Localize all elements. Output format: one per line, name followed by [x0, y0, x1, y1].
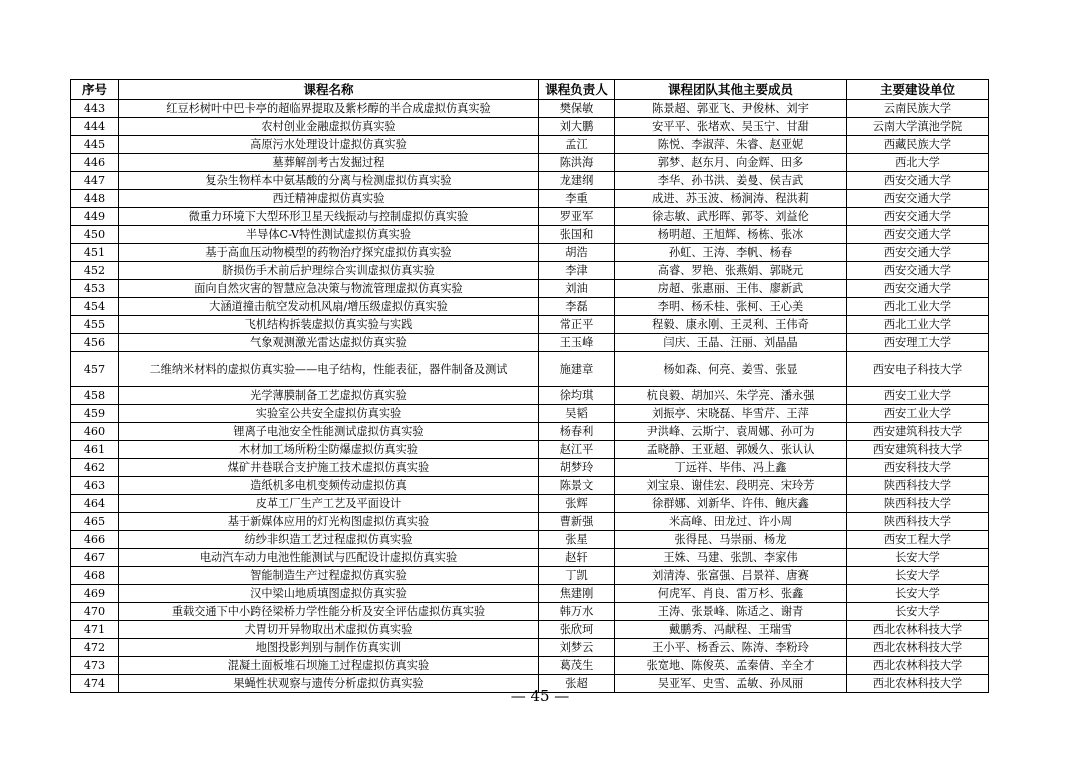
host-institution-cell: 西安电子科技大学: [847, 352, 989, 387]
host-institution-cell: 西安理工大学: [847, 334, 989, 352]
host-institution-cell: 西安交通大学: [847, 280, 989, 298]
host-institution-cell: 西安交通大学: [847, 208, 989, 226]
course-table: [70, 79, 989, 693]
serial-number-cell: 456: [71, 334, 119, 352]
host-institution-cell: 西藏民族大学: [847, 136, 989, 154]
team-members-cell: 李明、杨禾桂、张柯、王心美: [615, 298, 847, 316]
course-leader-cell: 常正平: [539, 316, 615, 334]
serial-number-cell: 450: [71, 226, 119, 244]
table-row: [71, 477, 989, 495]
serial-number-cell: 464: [71, 495, 119, 513]
course-name-cell: 智能制造生产过程虚拟仿真实验: [119, 567, 539, 585]
table-row: [71, 657, 989, 675]
course-name-cell: 造纸机多电机变频传动虚拟仿真: [119, 477, 539, 495]
course-name-cell: 农村创业金融虚拟仿真实验: [119, 118, 539, 136]
serial-number-cell: 443: [71, 100, 119, 118]
team-members-cell: 房超、张惠丽、王伟、廖新武: [615, 280, 847, 298]
header-course-name: 课程名称: [119, 80, 539, 100]
table-row: [71, 441, 989, 459]
serial-number-cell: 466: [71, 531, 119, 549]
course-name-cell: 微重力环境下大型环形卫星天线振动与控制虚拟仿真实验: [119, 208, 539, 226]
serial-number-cell: 455: [71, 316, 119, 334]
host-institution-cell: 陕西科技大学: [847, 513, 989, 531]
host-institution-cell: 西北大学: [847, 154, 989, 172]
team-members-cell: 安平平、张堵欢、吴玉宁、甘甜: [615, 118, 847, 136]
host-institution-cell: 西北农林科技大学: [847, 639, 989, 657]
table-row: [71, 172, 989, 190]
team-members-cell: 刘振亭、宋晓磊、毕雪芹、王萍: [615, 405, 847, 423]
host-institution-cell: 西安工业大学: [847, 387, 989, 405]
table-row: [71, 603, 989, 621]
header-team-members: 课程团队其他主要成员: [615, 80, 847, 100]
course-leader-cell: 吴韬: [539, 405, 615, 423]
course-leader-cell: 韩万水: [539, 603, 615, 621]
table-row: [71, 136, 989, 154]
course-leader-cell: 焦建刚: [539, 585, 615, 603]
course-leader-cell: 赵轩: [539, 549, 615, 567]
table-body: [71, 100, 989, 693]
host-institution-cell: 长安大学: [847, 603, 989, 621]
team-members-cell: 张宽地、陈俊英、孟秦倩、辛全才: [615, 657, 847, 675]
team-members-cell: 杨如森、何亮、姜雪、张显: [615, 352, 847, 387]
host-institution-cell: 陕西科技大学: [847, 495, 989, 513]
table-row: [71, 531, 989, 549]
course-leader-cell: 赵江平: [539, 441, 615, 459]
course-name-cell: 汉中梁山地质填图虚拟仿真实验: [119, 585, 539, 603]
course-leader-cell: 徐均琪: [539, 387, 615, 405]
serial-number-cell: 472: [71, 639, 119, 657]
serial-number-cell: 459: [71, 405, 119, 423]
course-name-cell: 二维纳米材料的虚拟仿真实验——电子结构，性能表征，器件制备及测试: [119, 352, 539, 387]
team-members-cell: 成进、苏玉波、杨涧涛、程洪莉: [615, 190, 847, 208]
course-leader-cell: 罗亚军: [539, 208, 615, 226]
serial-number-cell: 474: [71, 675, 119, 693]
team-members-cell: 吴亚军、史雪、孟敏、孙凤丽: [615, 675, 847, 693]
serial-number-cell: 469: [71, 585, 119, 603]
course-name-cell: 果蝇性状观察与遗传分析虚拟仿真实验: [119, 675, 539, 693]
host-institution-cell: 云南民族大学: [847, 100, 989, 118]
table-row: [71, 154, 989, 172]
host-institution-cell: 西安交通大学: [847, 172, 989, 190]
team-members-cell: 米高峰、田龙过、许小周: [615, 513, 847, 531]
host-institution-cell: 西安科技大学: [847, 459, 989, 477]
host-institution-cell: 西安交通大学: [847, 262, 989, 280]
table-row: [71, 405, 989, 423]
team-members-cell: 孟晓静、王亚超、郭媛久、张认认: [615, 441, 847, 459]
course-name-cell: 重载交通下中小跨径梁桥力学性能分析及安全评估虚拟仿真实验: [119, 603, 539, 621]
course-leader-cell: 葛茂生: [539, 657, 615, 675]
team-members-cell: 王涛、张景峰、陈适之、谢青: [615, 603, 847, 621]
course-leader-cell: 张超: [539, 675, 615, 693]
team-members-cell: 丁远祥、毕伟、冯上鑫: [615, 459, 847, 477]
header-course-leader: 课程负责人: [539, 80, 615, 100]
team-members-cell: 杭良毅、胡加兴、朱学亮、潘永强: [615, 387, 847, 405]
table-row: [71, 495, 989, 513]
host-institution-cell: 长安大学: [847, 567, 989, 585]
team-members-cell: 杨明超、王旭辉、杨栋、张冰: [615, 226, 847, 244]
course-leader-cell: 施建章: [539, 352, 615, 387]
team-members-cell: 刘宝泉、谢佳宏、段明亮、宋玲芳: [615, 477, 847, 495]
course-leader-cell: 张辉: [539, 495, 615, 513]
course-leader-cell: 陈景文: [539, 477, 615, 495]
table-row: [71, 387, 989, 405]
team-members-cell: 徐志敏、武彤晖、郭苓、刘益伦: [615, 208, 847, 226]
host-institution-cell: 长安大学: [847, 585, 989, 603]
serial-number-cell: 448: [71, 190, 119, 208]
host-institution-cell: 陕西科技大学: [847, 477, 989, 495]
table-row: [71, 549, 989, 567]
serial-number-cell: 471: [71, 621, 119, 639]
team-members-cell: 高睿、罗艳、张燕娟、郭晓元: [615, 262, 847, 280]
course-name-cell: 电动汽车动力电池性能测试与匹配设计虚拟仿真实验: [119, 549, 539, 567]
serial-number-cell: 465: [71, 513, 119, 531]
course-name-cell: 皮革工厂生产工艺及平面设计: [119, 495, 539, 513]
team-members-cell: 王姝、马建、张凯、李家伟: [615, 549, 847, 567]
course-name-cell: 地图投影判别与制作仿真实训: [119, 639, 539, 657]
team-members-cell: 闫庆、王晶、汪丽、刘晶晶: [615, 334, 847, 352]
team-members-cell: 尹洪峰、云斯宁、袁周娜、孙可为: [615, 423, 847, 441]
table-row: [71, 567, 989, 585]
serial-number-cell: 452: [71, 262, 119, 280]
serial-number-cell: 451: [71, 244, 119, 262]
serial-number-cell: 470: [71, 603, 119, 621]
course-leader-cell: 陈洪海: [539, 154, 615, 172]
team-members-cell: 程毅、康永刚、王灵利、王伟奇: [615, 316, 847, 334]
course-name-cell: 面向自然灾害的智慧应急决策与物流管理虚拟仿真实验: [119, 280, 539, 298]
course-leader-cell: 刘油: [539, 280, 615, 298]
course-leader-cell: 曹新强: [539, 513, 615, 531]
host-institution-cell: 西安工业大学: [847, 405, 989, 423]
table-row: [71, 334, 989, 352]
table-row: [71, 585, 989, 603]
serial-number-cell: 463: [71, 477, 119, 495]
team-members-cell: 郭梦、赵东月、向金辉、田多: [615, 154, 847, 172]
course-leader-cell: 樊保敏: [539, 100, 615, 118]
course-name-cell: 基于新媒体应用的灯光构图虚拟仿真实验: [119, 513, 539, 531]
course-name-cell: 飞机结构拆装虚拟仿真实验与实践: [119, 316, 539, 334]
host-institution-cell: 西北农林科技大学: [847, 657, 989, 675]
serial-number-cell: 462: [71, 459, 119, 477]
team-members-cell: 李华、孙书洪、姜曼、侯吉武: [615, 172, 847, 190]
host-institution-cell: 西安交通大学: [847, 226, 989, 244]
course-leader-cell: 孟江: [539, 136, 615, 154]
table-row: [71, 316, 989, 334]
table-row: [71, 118, 989, 136]
serial-number-cell: 473: [71, 657, 119, 675]
course-leader-cell: 李重: [539, 190, 615, 208]
host-institution-cell: 西安交通大学: [847, 244, 989, 262]
serial-number-cell: 453: [71, 280, 119, 298]
course-leader-cell: 刘大鹏: [539, 118, 615, 136]
team-members-cell: 陈景超、郭亚飞、尹俊林、刘宇: [615, 100, 847, 118]
course-name-cell: 纺纱非织造工艺过程虚拟仿真实验: [119, 531, 539, 549]
team-members-cell: 王小平、杨香云、陈涛、李粉玲: [615, 639, 847, 657]
course-name-cell: 半导体C-V特性测试虚拟仿真实验: [119, 226, 539, 244]
table-row: [71, 226, 989, 244]
course-table-container: [70, 79, 988, 693]
course-leader-cell: 胡浩: [539, 244, 615, 262]
header-serial-number: 序号: [71, 80, 119, 100]
serial-number-cell: 461: [71, 441, 119, 459]
course-leader-cell: 龙建纲: [539, 172, 615, 190]
host-institution-cell: 西安工程大学: [847, 531, 989, 549]
team-members-cell: 何虎军、肖良、雷万杉、张鑫: [615, 585, 847, 603]
team-members-cell: 徐群娜、刘新华、许伟、鲍庆鑫: [615, 495, 847, 513]
host-institution-cell: 西北工业大学: [847, 298, 989, 316]
course-leader-cell: 李磊: [539, 298, 615, 316]
host-institution-cell: 西北农林科技大学: [847, 675, 989, 693]
serial-number-cell: 458: [71, 387, 119, 405]
course-name-cell: 实验室公共安全虚拟仿真实验: [119, 405, 539, 423]
host-institution-cell: 西北工业大学: [847, 316, 989, 334]
serial-number-cell: 457: [71, 352, 119, 387]
course-leader-cell: 杨春利: [539, 423, 615, 441]
course-leader-cell: 刘梦云: [539, 639, 615, 657]
table-row: [71, 244, 989, 262]
team-members-cell: 孙虹、王涛、李帆、杨春: [615, 244, 847, 262]
table-row: [71, 459, 989, 477]
serial-number-cell: 445: [71, 136, 119, 154]
serial-number-cell: 468: [71, 567, 119, 585]
course-leader-cell: 李津: [539, 262, 615, 280]
serial-number-cell: 454: [71, 298, 119, 316]
course-name-cell: 光学薄膜制备工艺虚拟仿真实验: [119, 387, 539, 405]
table-row: [71, 100, 989, 118]
serial-number-cell: 449: [71, 208, 119, 226]
team-members-cell: 刘清涛、张富强、吕景祥、唐赛: [615, 567, 847, 585]
serial-number-cell: 444: [71, 118, 119, 136]
team-members-cell: 陈悦、李淑萍、朱睿、赵亚妮: [615, 136, 847, 154]
course-name-cell: 犬胃切开异物取出术虚拟仿真实验: [119, 621, 539, 639]
team-members-cell: 张得昆、马崇丽、杨龙: [615, 531, 847, 549]
team-members-cell: 戴鹏秀、冯献程、王瑞雪: [615, 621, 847, 639]
table-header-row: [71, 80, 989, 100]
host-institution-cell: 西安建筑科技大学: [847, 441, 989, 459]
course-name-cell: 锂离子电池安全性能测试虚拟仿真实验: [119, 423, 539, 441]
page-number: — 45 —: [510, 687, 570, 705]
host-institution-cell: 西安交通大学: [847, 190, 989, 208]
course-name-cell: 高原污水处理设计虚拟仿真实验: [119, 136, 539, 154]
serial-number-cell: 446: [71, 154, 119, 172]
course-name-cell: 复杂生物样本中氨基酸的分离与检测虚拟仿真实验: [119, 172, 539, 190]
course-name-cell: 木材加工场所粉尘防爆虚拟仿真实验: [119, 441, 539, 459]
host-institution-cell: 西安建筑科技大学: [847, 423, 989, 441]
course-name-cell: 气象观测激光雷达虚拟仿真实验: [119, 334, 539, 352]
table-row: [71, 262, 989, 280]
table-row: [71, 208, 989, 226]
host-institution-cell: 云南大学滇池学院: [847, 118, 989, 136]
table-row: [71, 639, 989, 657]
serial-number-cell: 447: [71, 172, 119, 190]
header-host-institution: 主要建设单位: [847, 80, 989, 100]
host-institution-cell: 西北农林科技大学: [847, 621, 989, 639]
table-row: [71, 423, 989, 441]
table-row: [71, 280, 989, 298]
course-leader-cell: 张国和: [539, 226, 615, 244]
course-leader-cell: 张欣珂: [539, 621, 615, 639]
course-leader-cell: 胡梦玲: [539, 459, 615, 477]
course-leader-cell: 丁凯: [539, 567, 615, 585]
course-name-cell: 西迁精神虚拟仿真实验: [119, 190, 539, 208]
course-name-cell: 大涵道撞击航空发动机风扇/增压级虚拟仿真实验: [119, 298, 539, 316]
course-name-cell: 脐损伤手术前后护理综合实训虚拟仿真实验: [119, 262, 539, 280]
table-row: [71, 513, 989, 531]
course-name-cell: 红豆杉树叶中巴卡亭的超临界提取及紫杉醇的半合成虚拟仿真实验: [119, 100, 539, 118]
table-row: [71, 621, 989, 639]
course-name-cell: 墓葬解剖考古发掘过程: [119, 154, 539, 172]
course-name-cell: 基于高血压动物模型的药物治疗探究虚拟仿真实验: [119, 244, 539, 262]
course-leader-cell: 王玉峰: [539, 334, 615, 352]
course-name-cell: 混凝土面板堆石坝施工过程虚拟仿真实验: [119, 657, 539, 675]
serial-number-cell: 467: [71, 549, 119, 567]
table-row: [71, 352, 989, 387]
serial-number-cell: 460: [71, 423, 119, 441]
table-row: [71, 190, 989, 208]
course-leader-cell: 张星: [539, 531, 615, 549]
course-name-cell: 煤矿井巷联合支护施工技术虚拟仿真实验: [119, 459, 539, 477]
host-institution-cell: 长安大学: [847, 549, 989, 567]
table-row: [71, 298, 989, 316]
